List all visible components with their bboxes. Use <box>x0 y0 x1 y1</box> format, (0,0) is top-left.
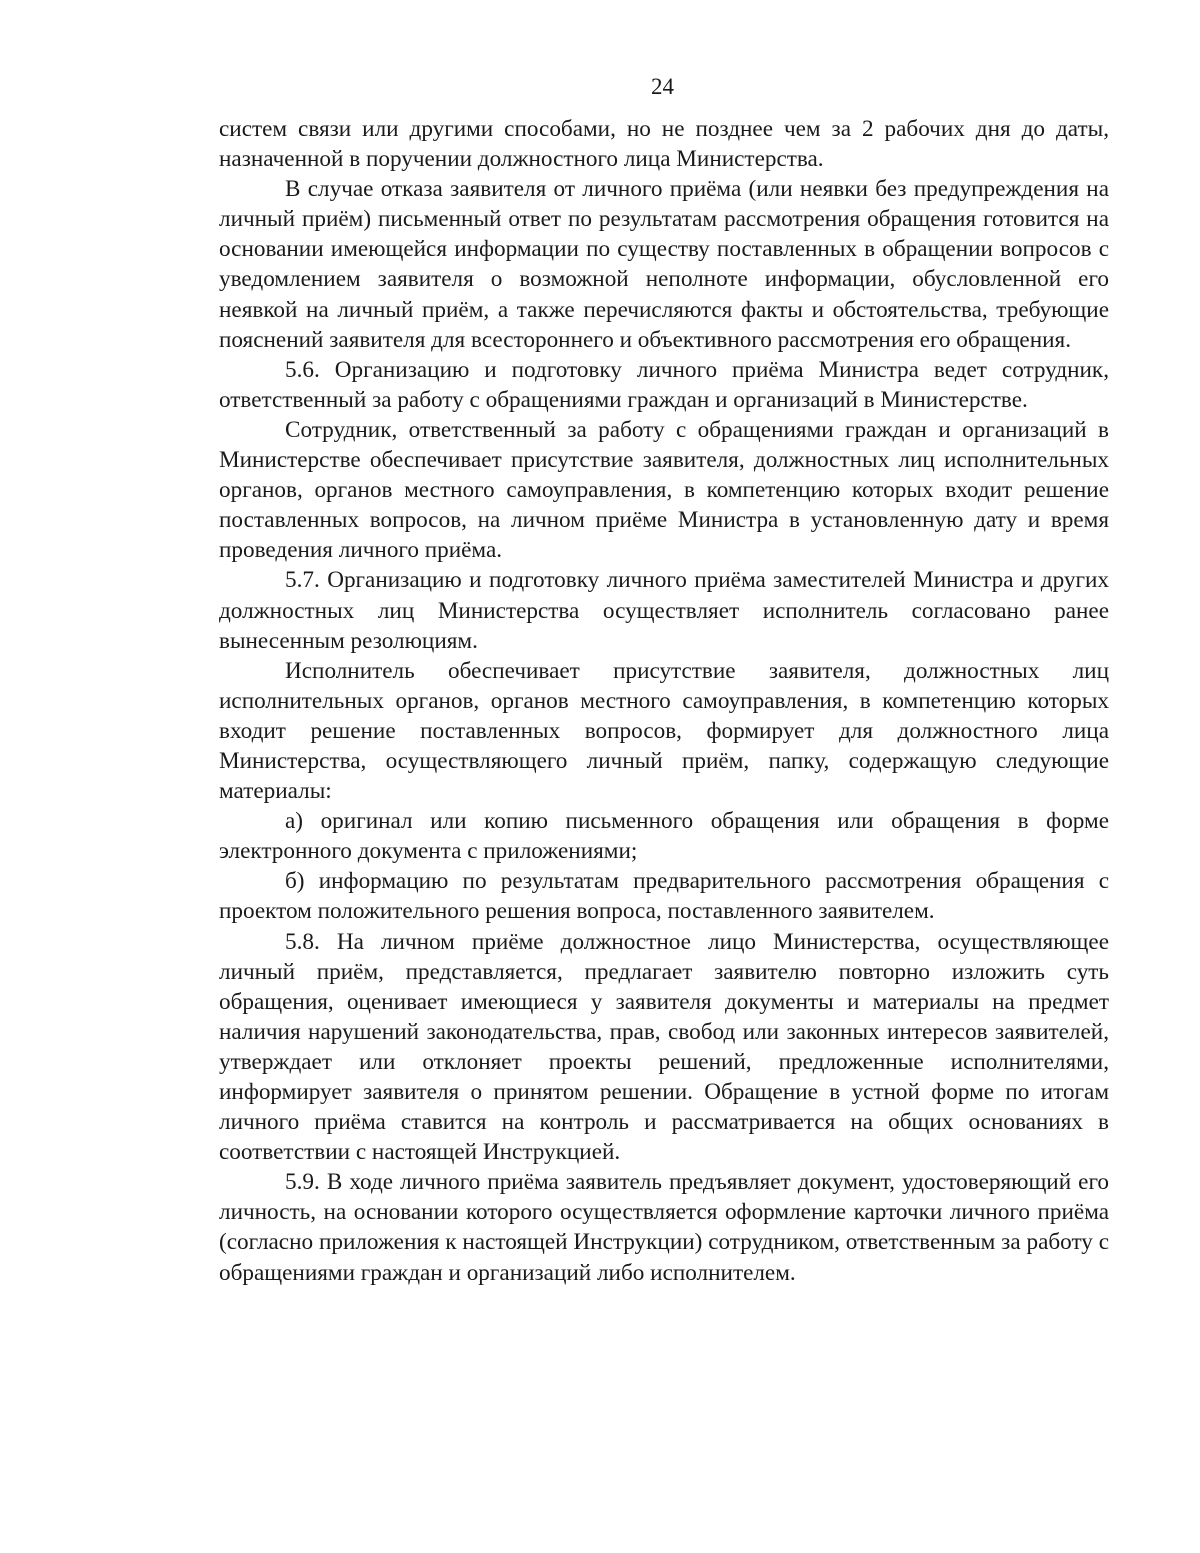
paragraph-continuation: систем связи или другими способами, но не позднее чем за 2 рабочих дня до даты, назначенной в поручении должностного лица Министерства. <box>219 116 1109 173</box>
paragraph-employee-duties: Сотрудник, ответственный за работу с обращениями граждан и организаций в Министерстве обеспечивает присутствие заявителя, должностных лиц исполнительных органов, органов местного самоуправления, в компетенцию которых входит решение поставленных вопросов, на личном приёме Министра в установленную дату и время проведения личного приёма. <box>219 416 1109 564</box>
paragraph-5-7: 5.7. Организацию и подготовку личного приёма заместителей Министра и других должностных лиц Министерства осуществляет исполнитель согласовано ранее вынесенным резолюциям. <box>219 567 1109 654</box>
list-item-a: а) оригинал или копию письменного обращения или обращения в форме электронного документа с приложениями; <box>219 808 1109 865</box>
paragraph-5-9: 5.9. В ходе личного приёма заявитель предъявляет документ, удостоверяющий его личность, на основании которого осуществляется оформление карточки личного приёма (согласно приложения к настоящей Инструкции) сотрудником, ответственным за работу с обращениями граждан и организаций либо исполнителем. <box>219 1169 1109 1286</box>
paragraph-5-6: 5.6. Организацию и подготовку личного приёма Министра ведет сотрудник, ответственный за работу с обращениями граждан и организаций в Министерстве. <box>219 356 1109 413</box>
list-item-b: б) информацию по результатам предварительного рассмотрения обращения с проектом положительного решения вопроса, поставленного заявителем. <box>219 868 1109 925</box>
page-number: 24 <box>651 74 674 99</box>
document-body <box>219 114 1109 1288</box>
paragraph-executor-duties: Исполнитель обеспечивает присутствие заявителя, должностных лиц исполнительных органов, органов местного самоуправления, в компетенцию которых входит решение поставленных вопросов, формирует для должностного лица Министерства, осуществляющего личный приём, папку, содержащую следующие материалы: <box>219 657 1109 805</box>
paragraph-5-8: 5.8. На личном приёме должностное лицо Министерства, осуществляющее личный приём, представляется, предлагает заявителю повторно изложить суть обращения, оценивает имеющиеся у заявителя документы и материалы на предмет наличия нарушений законодательства, прав, свобод или законных интересов заявителей, утверждает или отклоняет проекты решений, предложенные исполнителями, информирует заявителя о принятом решении. Обращение в устной форме по итогам личного приёма ставится на контроль и рассматривается на общих основаниях в соответствии с настоящей Инструкцией. <box>219 928 1109 1166</box>
paragraph-refusal-of-reception: В случае отказа заявителя от личного приёма (или неявки без предупреждения на личный приём) письменный ответ по результатам рассмотрения обращения готовится на основании имеющейся информации по существу поставленных в обращении вопросов с уведомлением заявителя о возможной неполноте информации, обусловленной его неявкой на личный приём, а также перечисляются факты и обстоятельства, требующие пояснений заявителя для всестороннего и объективного рассмотрения его обращения. <box>219 176 1109 353</box>
